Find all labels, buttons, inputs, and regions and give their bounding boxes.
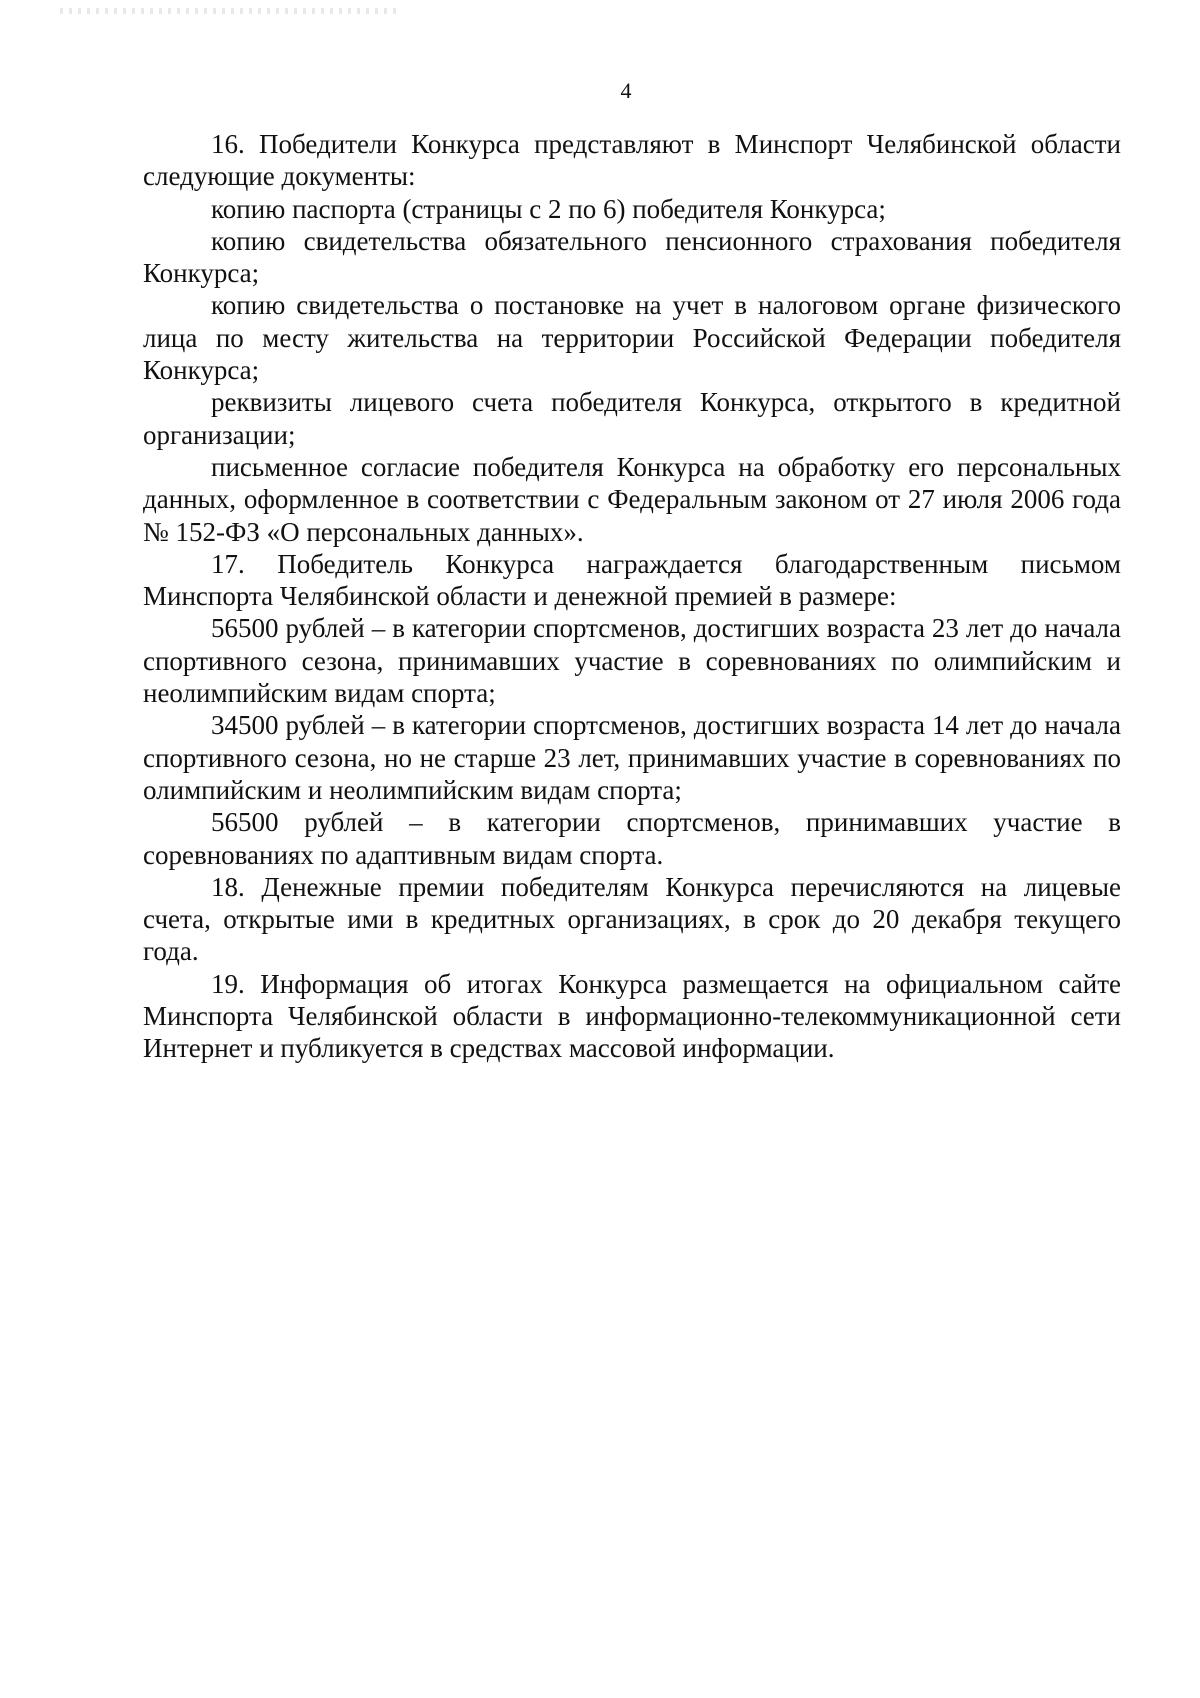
document-item-data-consent: письменное согласие победителя Конкурса на обработку его персональных данных, оформленное в соответствии с Федеральным законом от 27 июля 2006 года № 152-ФЗ «О персональных данных». — [143, 451, 1121, 547]
paragraph-17: 17. Победитель Конкурса награждается благодарственным письмом Минспорта Челябинской области и денежной премией в размере: — [143, 548, 1121, 612]
paragraph-19: 19. Информация об итогах Конкурса размещается на официальном сайте Минспорта Челябинской области в информационно-телекоммуникационной сети Интернет и публикуется в средствах массовой информации. — [143, 968, 1121, 1064]
document-item-bank-details: реквизиты лицевого счета победителя Конкурса, открытого в кредитной организации; — [143, 387, 1121, 450]
scan-artifact — [60, 8, 400, 14]
paragraph-16: 16. Победители Конкурса представляют в Минспорт Челябинской области следующие документы: — [143, 129, 1121, 192]
prize-category-adaptive: 56500 рублей – в категории спортсменов, принимавших участие в соревнованиях по адаптивным видам спорта. — [143, 807, 1121, 870]
prize-category-youth: 34500 рублей – в категории спортсменов, достигших возраста 14 лет до начала спортивного сезона, но не старше 23 лет, принимавших участие в соревнованиях по олимпийским и неолимпийским видам спорта; — [143, 710, 1121, 805]
page-number: 4 — [620, 78, 632, 103]
document-item-pension-certificate: копию свидетельства обязательного пенсионного страхования победителя Конкурса; — [143, 225, 1121, 289]
document-item-passport: копию паспорта (страницы с 2 по 6) победителя Конкурса; — [211, 193, 886, 224]
prize-category-adult: 56500 рублей – в категории спортсменов, достигших возраста 23 лет до начала спортивного сезона, принимавших участие в соревнованиях по олимпийским и неолимпийским видам спорта; — [143, 613, 1121, 709]
paragraph-18: 18. Денежные премии победителям Конкурса перечисляются на лицевые счета, открытые ими в кредитных организациях, в срок до 20 декабря текущего года. — [143, 871, 1121, 967]
document-item-tax-registration: копию свидетельства о постановке на учет в налоговом органе физического лица по месту жительства на территории Российской Федерации победителя Конкурса; — [143, 290, 1121, 386]
document-body — [143, 128, 1121, 1065]
